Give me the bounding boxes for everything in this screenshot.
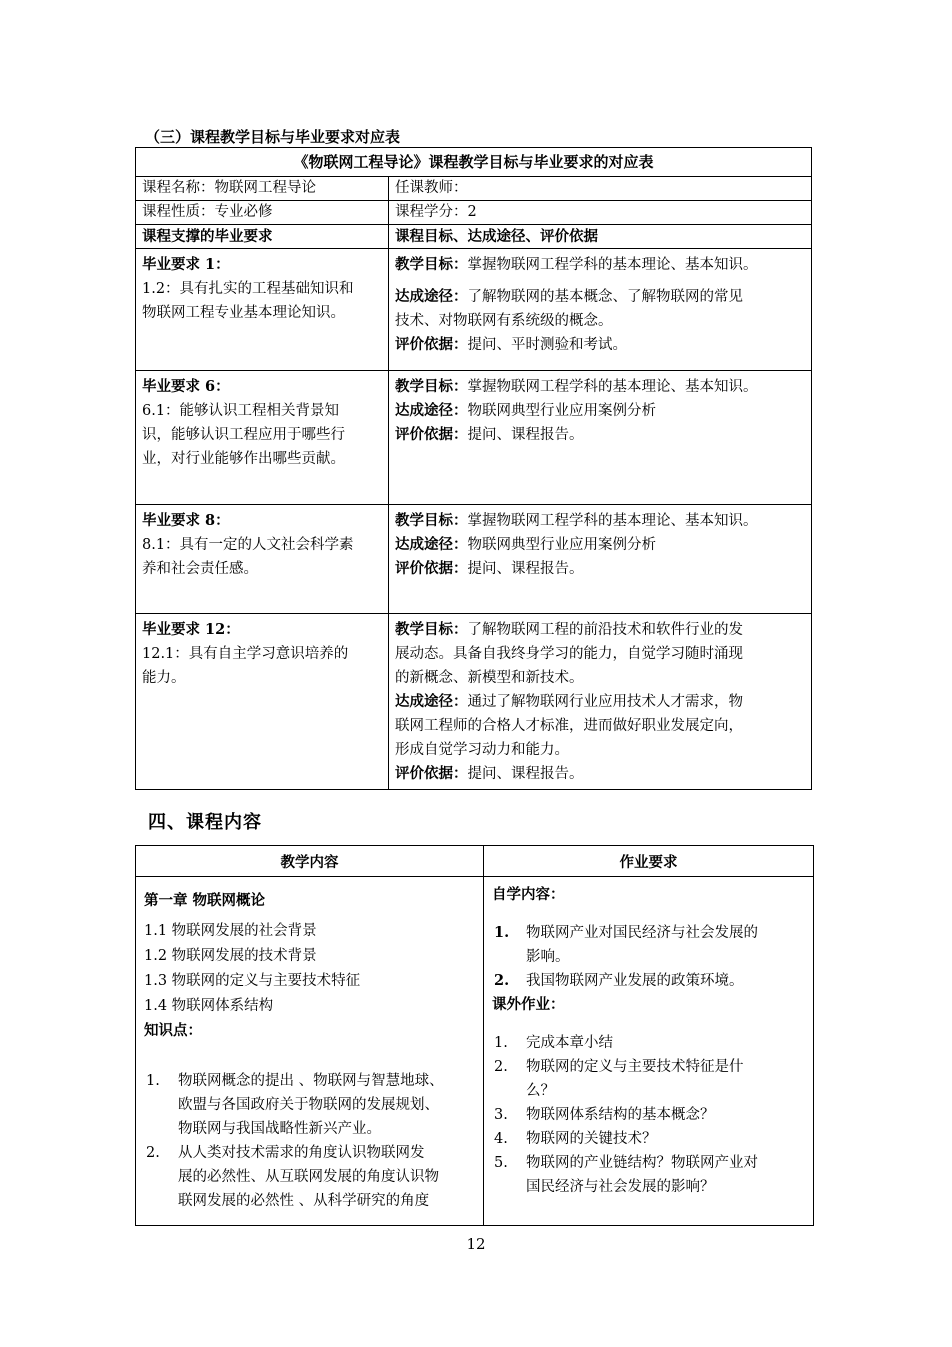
section-3-title: （三）课程教学目标与毕业要求对应表 xyxy=(145,128,401,146)
goal-label: 教学目标： xyxy=(395,512,468,529)
goal-label: 教学目标： xyxy=(395,256,468,273)
course-content-table xyxy=(135,845,814,1226)
objective-cell xyxy=(389,505,812,614)
goal-text: 掌握物联网工程学科的基本理论、基本知识。 xyxy=(467,513,758,529)
knowledge-label: 知识点： xyxy=(144,1022,202,1039)
path-text: 通过了解物联网行业应用技术人才需求，物 xyxy=(467,694,743,710)
path-label: 达成途径： xyxy=(395,288,468,305)
list-item xyxy=(492,1031,805,1055)
table-row xyxy=(136,614,812,790)
eval-label: 评价依据： xyxy=(395,765,468,782)
requirement-line: 6.1：能够认识工程相关背景知 xyxy=(142,403,340,419)
list-number: 5. xyxy=(494,1155,508,1171)
eval-label: 评价依据： xyxy=(395,560,468,577)
homework-column-header: 作业要求 xyxy=(484,846,814,877)
requirement-title: 毕业要求 1： xyxy=(142,256,230,273)
list-line: 物联网概念的提出 、物联网与智慧地球、 xyxy=(178,1073,444,1089)
list-line: 物联网与我国战略性新兴产业。 xyxy=(178,1121,381,1137)
left-column-header: 课程支撑的毕业要求 xyxy=(136,225,389,249)
list-number: 2. xyxy=(494,972,510,989)
homework-cell xyxy=(484,877,814,1226)
table-caption: 《物联网工程导论》课程教学目标与毕业要求的对应表 xyxy=(136,148,812,177)
credits-cell: 课程学分：2 xyxy=(389,201,812,225)
list-line: 物联网的定义与主要技术特征是什 xyxy=(526,1059,744,1075)
chapter-title: 第一章 物联网概论 xyxy=(144,892,266,909)
list-line: 物联网的产业链结构？物联网产业对 xyxy=(526,1155,758,1171)
requirement-line: 1.2：具有扎实的工程基础知识和 xyxy=(142,281,354,297)
objectives-mapping-table xyxy=(135,147,812,790)
list-line: 完成本章小结 xyxy=(526,1035,613,1051)
goal-text: 掌握物联网工程学科的基本理论、基本知识。 xyxy=(467,257,758,273)
list-line: 国民经济与社会发展的影响？ xyxy=(526,1179,715,1195)
list-number: 2. xyxy=(494,1059,508,1075)
list-line: 么？ xyxy=(526,1083,555,1099)
requirement-line: 12.1：具有自主学习意识培养的 xyxy=(142,646,349,662)
teaching-content-cell xyxy=(136,877,484,1226)
list-line: 展的必然性、从互联网发展的角度认识物 xyxy=(178,1169,439,1185)
objective-cell xyxy=(389,371,812,505)
self-study-label: 自学内容： xyxy=(492,886,565,903)
path-text: 形成自觉学习动力和能力。 xyxy=(395,742,569,758)
path-label: 达成途径： xyxy=(395,693,468,710)
requirement-cell xyxy=(136,371,389,505)
goal-label: 教学目标： xyxy=(395,378,468,395)
goal-label: 教学目标： xyxy=(395,621,468,638)
goal-text: 掌握物联网工程学科的基本理论、基本知识。 xyxy=(467,379,758,395)
list-line: 从人类对技术需求的角度认识物联网发 xyxy=(178,1145,425,1161)
requirement-cell xyxy=(136,614,389,790)
content-column-header: 教学内容 xyxy=(136,846,484,877)
requirement-line: 养和社会责任感。 xyxy=(142,561,258,577)
list-item xyxy=(492,969,805,993)
list-line: 物联网产业对国民经济与社会发展的 xyxy=(526,925,758,941)
course-name-cell: 课程名称：物联网工程导论 xyxy=(136,177,389,201)
list-line: 物联网体系结构的基本概念？ xyxy=(526,1107,715,1123)
list-line: 物联网的关键技术？ xyxy=(526,1131,657,1147)
path-text: 了解物联网的基本概念、了解物联网的常见 xyxy=(467,289,743,305)
list-item xyxy=(492,921,805,969)
objective-cell xyxy=(389,249,812,371)
subsection-item: 1.2 物联网发展的技术背景 xyxy=(144,948,317,964)
requirement-line: 物联网工程专业基本理论知识。 xyxy=(142,305,345,321)
eval-text: 提问、课程报告。 xyxy=(467,561,584,577)
teacher-cell: 任课教师： xyxy=(389,177,812,201)
list-item xyxy=(492,1055,805,1103)
requirement-line: 能力。 xyxy=(142,670,186,686)
requirement-cell xyxy=(136,505,389,614)
list-number: 2. xyxy=(146,1145,160,1161)
requirement-line: 识，能够认识工程应用于哪些行 xyxy=(142,427,345,443)
page-number: 12 xyxy=(466,1235,486,1253)
homework-label: 课外作业： xyxy=(492,996,565,1013)
list-line: 欧盟与各国政府关于物联网的发展规划、 xyxy=(178,1097,439,1113)
requirement-cell xyxy=(136,249,389,371)
path-text: 物联网典型行业应用案例分析 xyxy=(467,403,656,419)
requirement-title: 毕业要求 12： xyxy=(142,621,240,638)
objective-cell xyxy=(389,614,812,790)
course-nature-cell: 课程性质：专业必修 xyxy=(136,201,389,225)
path-text: 联网工程师的合格人才标准，进而做好职业发展定向， xyxy=(395,718,743,734)
section-4-title: 四、课程内容 xyxy=(148,812,262,833)
requirement-title: 毕业要求 6： xyxy=(142,378,230,395)
path-text: 技术、对物联网有系统级的概念。 xyxy=(395,313,613,329)
eval-text: 提问、课程报告。 xyxy=(467,766,584,782)
path-text: 物联网典型行业应用案例分析 xyxy=(467,537,656,553)
eval-label: 评价依据： xyxy=(395,336,468,353)
goal-text: 的新概念、新模型和新技术。 xyxy=(395,670,584,686)
table-row xyxy=(136,505,812,614)
subsection-item: 1.1 物联网发展的社会背景 xyxy=(144,923,317,939)
list-item xyxy=(492,1103,805,1127)
list-number: 1. xyxy=(494,1035,508,1051)
eval-text: 提问、平时测验和考试。 xyxy=(467,337,627,353)
eval-label: 评价依据： xyxy=(395,426,468,443)
goal-text: 了解物联网工程的前沿技术和软件行业的发 xyxy=(467,622,743,638)
list-number: 4. xyxy=(494,1131,508,1147)
list-number: 1. xyxy=(494,924,510,941)
eval-text: 提问、课程报告。 xyxy=(467,427,584,443)
list-item xyxy=(492,1127,805,1151)
table-row xyxy=(136,371,812,505)
table-row xyxy=(136,249,812,371)
subsection-item: 1.3 物联网的定义与主要技术特征 xyxy=(144,973,361,989)
list-item xyxy=(492,1151,805,1199)
requirement-line: 8.1：具有一定的人文社会科学素 xyxy=(142,537,354,553)
list-number: 3. xyxy=(494,1107,508,1123)
path-label: 达成途径： xyxy=(395,402,468,419)
list-line: 我国物联网产业发展的政策环境。 xyxy=(526,973,744,989)
path-label: 达成途径： xyxy=(395,536,468,553)
list-item xyxy=(144,1141,475,1213)
goal-text: 展动态。具备自我终身学习的能力，自觉学习随时涌现 xyxy=(395,646,743,662)
subsection-item: 1.4 物联网体系结构 xyxy=(144,998,274,1014)
list-item xyxy=(144,1069,475,1141)
requirement-line: 业，对行业能够作出哪些贡献。 xyxy=(142,451,345,467)
list-line: 影响。 xyxy=(526,949,570,965)
right-column-header: 课程目标、达成途径、评价依据 xyxy=(389,225,812,249)
list-number: 1. xyxy=(146,1073,160,1089)
requirement-title: 毕业要求 8： xyxy=(142,512,230,529)
list-line: 联网发展的必然性 、从科学研究的角度 xyxy=(178,1193,430,1209)
